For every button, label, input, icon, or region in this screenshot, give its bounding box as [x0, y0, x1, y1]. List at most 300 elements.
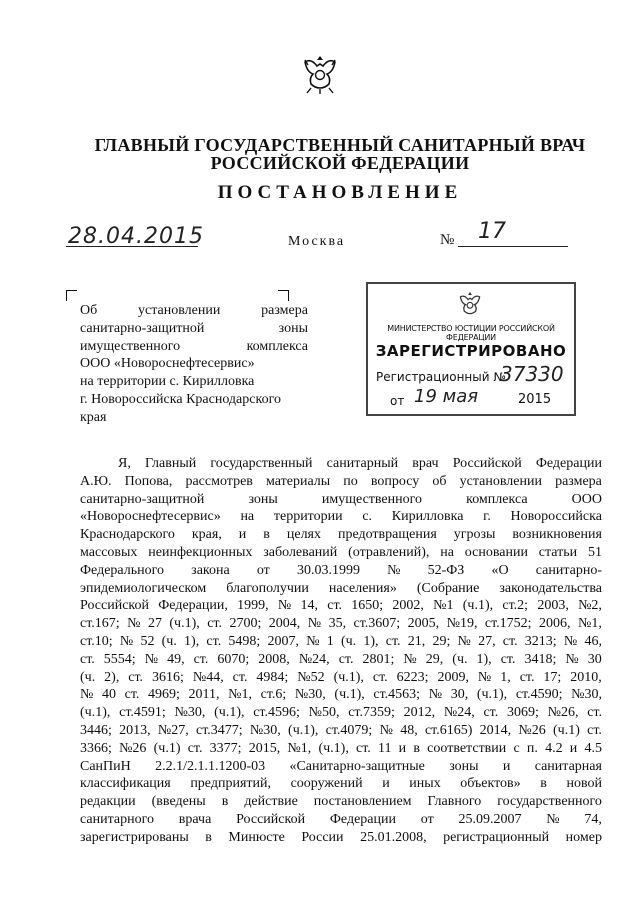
- body-word: 2005,: [407, 616, 440, 632]
- body-word: 1),: [363, 633, 379, 649]
- body-word: ст.: [327, 598, 343, 614]
- body-word: с: [513, 740, 520, 756]
- body-word: 30.03.1999: [296, 562, 360, 578]
- body-word: №: [307, 616, 322, 632]
- document-subject: [80, 302, 308, 427]
- body-word: массовых: [80, 544, 138, 560]
- body-word: 2013,: [119, 722, 151, 738]
- body-line: [80, 615, 602, 633]
- body-word: (ч.1): [153, 740, 181, 756]
- body-word: А.Ю.: [80, 473, 112, 489]
- body-line: [80, 829, 602, 847]
- body-word: в: [413, 740, 420, 756]
- body-word: (ч.1): [553, 722, 580, 738]
- body-word: зоны: [449, 758, 479, 774]
- subject-word: размера: [261, 303, 308, 318]
- body-line: [80, 562, 602, 580]
- body-word: ст.4563;: [373, 687, 421, 703]
- body-word: 1),: [184, 633, 200, 649]
- body-word: 1999,: [237, 598, 269, 614]
- body-word: рассмотрев: [185, 473, 253, 489]
- body-word: №50,: [308, 705, 340, 721]
- subject-word: Об: [80, 303, 98, 318]
- date-underline: [66, 246, 198, 247]
- subject-corner-right: [278, 290, 289, 301]
- document-number: 17: [478, 219, 506, 244]
- document-city: Москва: [288, 234, 346, 249]
- body-word: Новороссийска: [510, 509, 602, 525]
- body-word: санитарный: [326, 456, 399, 471]
- body-word: ст.3607;: [353, 616, 401, 632]
- body-word: «О: [491, 562, 509, 578]
- body-word: края,: [191, 527, 222, 543]
- body-word: 3616;: [152, 669, 184, 685]
- document-date: 28.04.2015: [68, 224, 204, 249]
- body-word: 2010,: [570, 669, 602, 685]
- body-word: 5554;: [103, 651, 136, 667]
- body-word: 2),: [104, 669, 120, 685]
- body-word: ст.: [193, 651, 209, 667]
- body-word: 3069;: [506, 705, 539, 721]
- body-word: 35,: [328, 616, 347, 632]
- body-word: ст.: [587, 722, 602, 738]
- subject-word: санитарно-защитной: [80, 320, 205, 336]
- body-word: №: [546, 811, 560, 827]
- body-word: №44,: [192, 669, 224, 685]
- body-line: [80, 686, 602, 704]
- body-word: 3418;: [524, 651, 557, 667]
- stamp-emblem-icon: [454, 288, 486, 320]
- body-word: (ч.: [452, 651, 468, 667]
- body-word: ст.: [338, 651, 354, 667]
- body-word: 51: [587, 544, 602, 560]
- body-word: 30: [587, 651, 602, 667]
- subject-line: [80, 409, 308, 427]
- body-word: ст.: [356, 740, 371, 756]
- body-word: 2012,: [403, 705, 436, 721]
- body-word: ст.: [80, 651, 95, 667]
- body-word: 3366;: [80, 740, 112, 756]
- body-word: №1: [433, 598, 454, 614]
- body-line: [80, 544, 602, 562]
- body-word: 2004,: [268, 616, 301, 632]
- body-word: материалы: [266, 473, 331, 489]
- body-word: 6223;: [396, 669, 429, 685]
- stamp-reg-number: 37330: [500, 362, 564, 386]
- body-word: 30,: [450, 687, 469, 703]
- body-line: [80, 491, 602, 509]
- body-word: СанПиН: [80, 758, 131, 774]
- body-word: ст.: [483, 705, 499, 721]
- body-word: закона: [191, 562, 230, 578]
- subject-corner-left: [66, 290, 77, 301]
- body-word: ст.: [587, 705, 602, 721]
- body-word: в: [540, 776, 547, 792]
- body-word: №27,: [157, 722, 189, 738]
- body-word: (Собрание: [416, 580, 480, 596]
- body-word: от: [420, 811, 434, 827]
- body-word: (ч.1),: [80, 705, 111, 721]
- stamp-registered: ЗАРЕГИСТРИРОВАНО: [375, 342, 567, 360]
- body-line: [80, 455, 602, 473]
- body-line: [80, 651, 602, 669]
- body-word: 4969;: [148, 687, 180, 703]
- subject-line: [80, 391, 308, 409]
- body-word: возникновения: [512, 527, 602, 543]
- body-word: 2003,: [537, 598, 569, 614]
- body-word: 2009,: [437, 669, 469, 685]
- coat-of-arms-emblem: [295, 48, 345, 98]
- body-word: санитарно-защитной: [80, 491, 205, 507]
- body-word: ст.4590;: [515, 687, 563, 703]
- body-word: «Новороснефтесервис»: [80, 509, 221, 525]
- subject-word: ООО «Новороснефтесервис»: [80, 356, 255, 372]
- body-word: зарегистрированы: [80, 829, 189, 845]
- body-word: 2014,: [479, 722, 512, 738]
- body-word: №24,: [443, 705, 475, 721]
- body-word: заболеваний: [263, 544, 338, 560]
- subject-word: имущественного: [80, 338, 181, 354]
- body-word: (ч.: [161, 633, 177, 649]
- body-word: статьи: [538, 544, 578, 560]
- body-word: объектов»: [460, 776, 521, 792]
- body-line: [80, 669, 602, 687]
- subject-line: [80, 338, 308, 356]
- subject-line: [80, 373, 308, 391]
- body-word: Российской: [80, 598, 149, 614]
- body-word: 1650;: [351, 598, 384, 614]
- body-word: действие: [244, 794, 298, 810]
- stamp-reg-date: 19 мая: [414, 386, 479, 407]
- body-word: №2,: [578, 598, 602, 614]
- body-word: на: [440, 544, 454, 560]
- body-word: (ч.: [340, 633, 357, 649]
- body-word: (ч.: [80, 669, 96, 685]
- body-word: №: [387, 562, 401, 578]
- body-word: номер: [565, 829, 602, 845]
- body-word: целях: [286, 527, 321, 543]
- body-word: (ч.1),: [318, 740, 349, 756]
- body-word: 27: [147, 616, 162, 632]
- body-word: (отравлений),: [348, 544, 430, 560]
- body-word: 40: [101, 687, 116, 703]
- body-word: благополучии: [226, 580, 309, 596]
- body-word: Краснодарского: [80, 527, 175, 543]
- body-word: №1,: [228, 687, 252, 703]
- subject-word: г. Новороссийска Краснодарского: [80, 391, 281, 407]
- body-word: Минюсте: [228, 829, 285, 845]
- body-line: [80, 793, 602, 811]
- body-word: №26: [518, 722, 546, 738]
- body-word: государственного: [497, 794, 602, 810]
- body-word: врача: [178, 811, 212, 827]
- subject-word: края: [80, 409, 107, 425]
- body-word: п.: [526, 740, 538, 756]
- body-word: ст.6;: [260, 687, 287, 703]
- body-word: 52: [140, 633, 155, 649]
- body-word: 2002,: [392, 598, 424, 614]
- body-word: (ч.1),: [288, 722, 319, 738]
- subject-word: установлении: [138, 303, 221, 318]
- body-word: ст.: [232, 669, 248, 685]
- body-word: ст.: [372, 669, 388, 685]
- body-word: ст.2;: [502, 598, 529, 614]
- body-word: об: [432, 473, 447, 489]
- body-word: ст.10;: [80, 633, 113, 649]
- body-word: 49,: [167, 651, 185, 667]
- body-word: №52: [297, 669, 325, 685]
- document-body: [80, 455, 602, 847]
- body-word: санитарная: [534, 758, 602, 774]
- body-word: и: [502, 758, 511, 774]
- body-word: №: [306, 633, 320, 649]
- body-word: 1,: [500, 669, 511, 685]
- body-word: №1,: [287, 740, 312, 756]
- subject-word: на территории с. Кирилловка: [80, 374, 255, 390]
- body-word: Федерации,: [158, 598, 228, 614]
- body-word: ст.: [207, 616, 222, 632]
- body-word: ст.7359;: [348, 705, 395, 721]
- body-word: ст.167;: [80, 616, 120, 632]
- subject-word: зоны: [278, 320, 308, 336]
- body-word: 46,: [584, 633, 602, 649]
- body-word: ст.: [206, 633, 222, 649]
- body-word: врач: [412, 456, 439, 471]
- registration-stamp: [366, 282, 576, 416]
- body-word: №: [119, 633, 134, 649]
- body-word: (ч.1),: [476, 687, 508, 703]
- body-word: 11: [378, 740, 392, 756]
- body-word: №: [277, 598, 292, 614]
- body-line: [80, 740, 602, 758]
- body-word: №30,: [249, 722, 281, 738]
- body-word: 3377;: [209, 740, 242, 756]
- body-word: и: [398, 740, 407, 756]
- subject-word: комплекса: [246, 338, 308, 354]
- body-word: населения»: [328, 580, 397, 596]
- body-word: (ч.1),: [462, 598, 494, 614]
- body-word: 4.2: [545, 740, 563, 756]
- body-word: 27,: [478, 633, 496, 649]
- body-word: 25.09.2007: [458, 811, 522, 827]
- body-word: ст.6165): [424, 722, 473, 738]
- subject-line: [80, 302, 308, 320]
- subject-line: [80, 320, 308, 338]
- issuer-title-line-2: РОССИЙСКОЙ ФЕДЕРАЦИИ: [210, 153, 470, 173]
- body-word: неинфекционных: [148, 544, 253, 560]
- body-line: [80, 473, 602, 491]
- body-word: «Санитарно-защитные: [289, 758, 425, 774]
- body-word: №30,: [174, 705, 206, 721]
- body-word: 48,: [400, 722, 418, 738]
- body-word: (ч.1),: [214, 705, 245, 721]
- body-word: №26: [119, 740, 147, 756]
- body-word: ст.: [187, 740, 203, 756]
- body-word: 1: [326, 633, 334, 649]
- body-word: в: [221, 794, 229, 810]
- body-line: [80, 758, 602, 776]
- body-line: [80, 633, 602, 651]
- body-word: 29;: [432, 633, 451, 649]
- body-word: 29,: [425, 651, 444, 667]
- body-line: [80, 597, 602, 615]
- body-word: России: [301, 829, 344, 845]
- body-word: Федерации: [329, 811, 396, 827]
- body-word: №: [403, 651, 417, 667]
- body-word: 2007,: [267, 633, 299, 649]
- body-word: 2801;: [362, 651, 395, 667]
- stamp-reg-number-label: Регистрационный №: [376, 370, 506, 384]
- body-word: регистрационный: [443, 829, 550, 845]
- body-word: угрозы: [453, 527, 496, 543]
- body-word: 21,: [407, 633, 426, 649]
- body-word: комплекса: [466, 491, 528, 507]
- body-word: ст.4596;: [253, 705, 300, 721]
- body-word: Российской: [236, 811, 306, 827]
- body-word: Главный: [144, 456, 197, 471]
- body-word: в: [205, 829, 212, 845]
- body-word: ст.: [502, 633, 518, 649]
- body-word: 2011,: [188, 687, 220, 703]
- body-word: соответствии: [427, 740, 507, 756]
- body-word: ст.4079;: [325, 722, 373, 738]
- body-word: 4984;: [256, 669, 289, 685]
- body-word: законодательства: [499, 580, 602, 596]
- body-word: №: [477, 669, 492, 685]
- body-word: №30,: [571, 687, 602, 703]
- body-word: и: [238, 527, 247, 543]
- body-word: по: [343, 473, 358, 489]
- body-word: классификация: [80, 776, 171, 792]
- body-word: постановлением: [313, 794, 412, 810]
- body-word: №26,: [547, 705, 579, 721]
- body-word: 17;: [543, 669, 562, 685]
- body-word: 2006,: [539, 616, 571, 632]
- stamp-ministry: МИНИСТЕРСТВО ЮСТИЦИИ РОССИЙСКОЙ ФЕДЕРАЦИИ: [387, 324, 555, 342]
- body-word: 2008,: [258, 651, 290, 667]
- body-line: [80, 580, 602, 598]
- stamp-from-label: от: [390, 394, 405, 408]
- stamp-reg-year: 2015: [518, 392, 552, 407]
- body-word: ст.: [128, 669, 144, 685]
- body-word: №1,: [577, 616, 602, 632]
- body-word: государственный: [210, 456, 313, 471]
- body-line: [80, 526, 602, 544]
- body-word: от: [256, 562, 270, 578]
- body-word: ст.1752;: [484, 616, 532, 632]
- body-word: с.: [362, 509, 373, 525]
- body-word: санитарно-: [535, 562, 602, 578]
- body-line: [80, 775, 602, 793]
- body-word: г.: [483, 509, 491, 525]
- body-word: и: [382, 776, 390, 792]
- body-word: (введены: [151, 794, 206, 810]
- body-word: Кирилловка: [391, 509, 464, 525]
- body-word: №: [457, 633, 471, 649]
- body-word: ст.: [500, 651, 516, 667]
- body-word: Я,: [118, 456, 131, 471]
- body-word: (ч.1),: [169, 616, 200, 632]
- body-word: №: [565, 651, 579, 667]
- subject-line: [80, 355, 308, 373]
- body-word: санитарного: [80, 811, 154, 827]
- body-word: (ч.1),: [334, 687, 365, 703]
- body-word: Попова,: [124, 473, 173, 489]
- body-word: Российской: [452, 456, 522, 471]
- body-word: 74,: [584, 811, 602, 827]
- body-word: 6070;: [217, 651, 250, 667]
- body-word: №: [428, 687, 443, 703]
- body-word: размера: [555, 473, 602, 489]
- body-word: редакции: [80, 794, 136, 810]
- body-word: №24,: [298, 651, 330, 667]
- body-word: (ч.1),: [333, 669, 364, 685]
- body-word: 2700;: [229, 616, 262, 632]
- body-word: №19,: [446, 616, 478, 632]
- body-word: №: [127, 616, 141, 632]
- body-word: основании: [464, 544, 528, 560]
- body-word: имущественного: [321, 491, 423, 507]
- body-word: 14,: [300, 598, 318, 614]
- body-word: в: [263, 527, 270, 543]
- body-word: №: [379, 722, 393, 738]
- body-word: 52-ФЗ: [427, 562, 465, 578]
- body-word: иных: [409, 776, 441, 792]
- body-word: №: [80, 687, 94, 703]
- body-word: ООО: [571, 491, 602, 507]
- body-line: [80, 704, 602, 722]
- body-word: Федерации: [535, 456, 602, 471]
- body-word: 4.5: [584, 740, 602, 756]
- number-underline: [458, 246, 568, 247]
- body-line: [80, 811, 602, 829]
- body-word: зоны: [248, 491, 278, 507]
- body-word: №: [144, 651, 159, 667]
- body-line: [80, 722, 602, 740]
- body-word: 2015,: [248, 740, 281, 756]
- body-word: установлении: [459, 473, 542, 489]
- body-word: Главного: [427, 794, 482, 810]
- document-number-label: №: [440, 232, 455, 248]
- body-word: 5498;: [228, 633, 261, 649]
- body-word: ст.3477;: [196, 722, 243, 738]
- issuer-title-line-1: ГЛАВНЫЙ ГОСУДАРСТВЕННЫЙ САНИТАРНЫЙ ВРАЧ: [94, 135, 586, 155]
- body-word: и: [569, 740, 578, 756]
- body-word: ст.: [519, 669, 535, 685]
- body-word: №: [563, 633, 578, 649]
- body-word: территории: [273, 509, 343, 525]
- body-word: ст.4591;: [119, 705, 166, 721]
- body-word: 3446;: [80, 722, 112, 738]
- body-word: предотвращения: [337, 527, 437, 543]
- body-line: [80, 508, 602, 526]
- body-word: 25.01.2008,: [360, 829, 427, 845]
- body-word: сооружений: [290, 776, 363, 792]
- body-word: ст.: [124, 687, 140, 703]
- body-word: предприятий,: [190, 776, 271, 792]
- body-word: Федерального: [80, 562, 165, 578]
- body-word: новой: [566, 776, 602, 792]
- body-word: 1),: [476, 651, 492, 667]
- body-word: 2.2.1/2.1.1.1200-03: [155, 758, 266, 774]
- body-word: на: [240, 509, 255, 525]
- document-type-title: ПОСТАНОВЛЕНИЕ: [217, 182, 463, 203]
- body-word: вопросу: [370, 473, 420, 489]
- body-word: №30,: [294, 687, 326, 703]
- body-word: 3213;: [524, 633, 557, 649]
- body-word: ст.: [385, 633, 401, 649]
- body-word: эпидемиологическом: [80, 580, 207, 596]
